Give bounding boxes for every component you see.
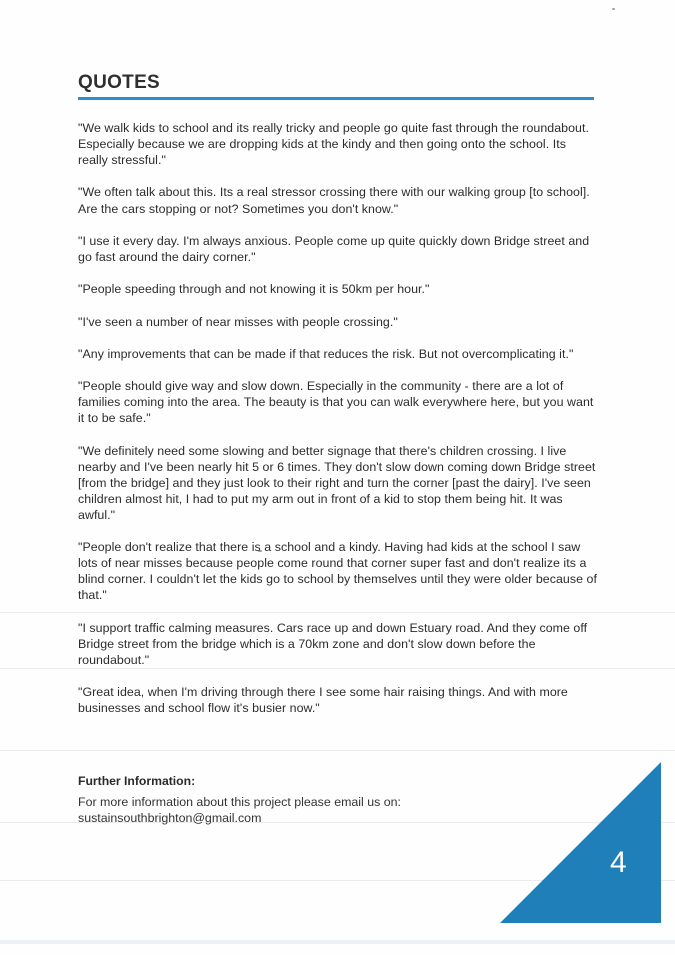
quote-item: "People should give way and slow down. Especially in the community - there are a lot of families coming into the area. The beauty is that you can walk everywhere here, but you want it to be safe." xyxy=(78,379,594,426)
quote-item: "I use it every day. I'm always anxious. People come up quite quickly down Bridge street and go fast around the dairy corner." xyxy=(78,233,590,264)
quotes-list xyxy=(78,120,598,733)
quote-item: "We definitely need some slowing and better signage that there's children crossing. I live nearby and I've been nearly hit 5 or 6 times. They don't slow down coming down Bridge street [from the bridge] and they just look to their right and turn the corner [past the dairy]. I've seen children almost hit, I had to put my arm out in front of a kid to stop them being hit. It was awful." xyxy=(78,443,596,522)
quote-item: "We walk kids to school and its really tricky and people go quite fast through the roundabout. Especially because we are dropping kids at the kindy and then going onto the school. Its really stressful." xyxy=(78,121,589,168)
corner-triangle xyxy=(500,762,661,923)
further-information xyxy=(78,774,498,826)
quote-item: "I've seen a number of near misses with people crossing." xyxy=(78,314,398,329)
quote-item: "Great idea, when I'm driving through there I see some hair raising things. And with more businesses and school flow it's busier now." xyxy=(78,685,568,716)
scan-line xyxy=(0,750,675,751)
scan-speck xyxy=(612,8,615,10)
contact-email[interactable]: sustainsouthbrighton@gmail.com xyxy=(78,811,262,825)
scan-line xyxy=(0,668,675,669)
section-heading: QUOTES xyxy=(78,72,161,93)
heading-underline xyxy=(78,97,594,100)
quote-item: "We often talk about this. Its a real stressor crossing there with our walking group [to school]. Are the cars stopping or not? Sometimes you don't know." xyxy=(78,185,590,216)
scan-line xyxy=(0,612,675,613)
quote-item: "People don't realize that there is a school and a kindy. Having had kids at the school I saw lots of near misses because people come round that corner super fast and don't realize its a blind corner. I couldn't let the kids go to school by themselves until they were older because of that." xyxy=(78,540,597,603)
scan-bottom-edge xyxy=(0,940,675,944)
quote-item: "I support traffic calming measures. Cars race up and down Estuary road. And they come off Bridge street from the bridge which is a 70km zone and don't slow down before the roundabout." xyxy=(78,620,588,667)
quote-item: "Any improvements that can be made if that reduces the risk. But not overcomplicating it." xyxy=(78,346,574,361)
page-number: 4 xyxy=(610,846,627,879)
further-information-title: Further Information: xyxy=(78,774,196,788)
quote-item: "People speeding through and not knowing it is 50km per hour." xyxy=(78,282,430,297)
further-information-text: For more information about this project please email us on: xyxy=(78,795,402,809)
